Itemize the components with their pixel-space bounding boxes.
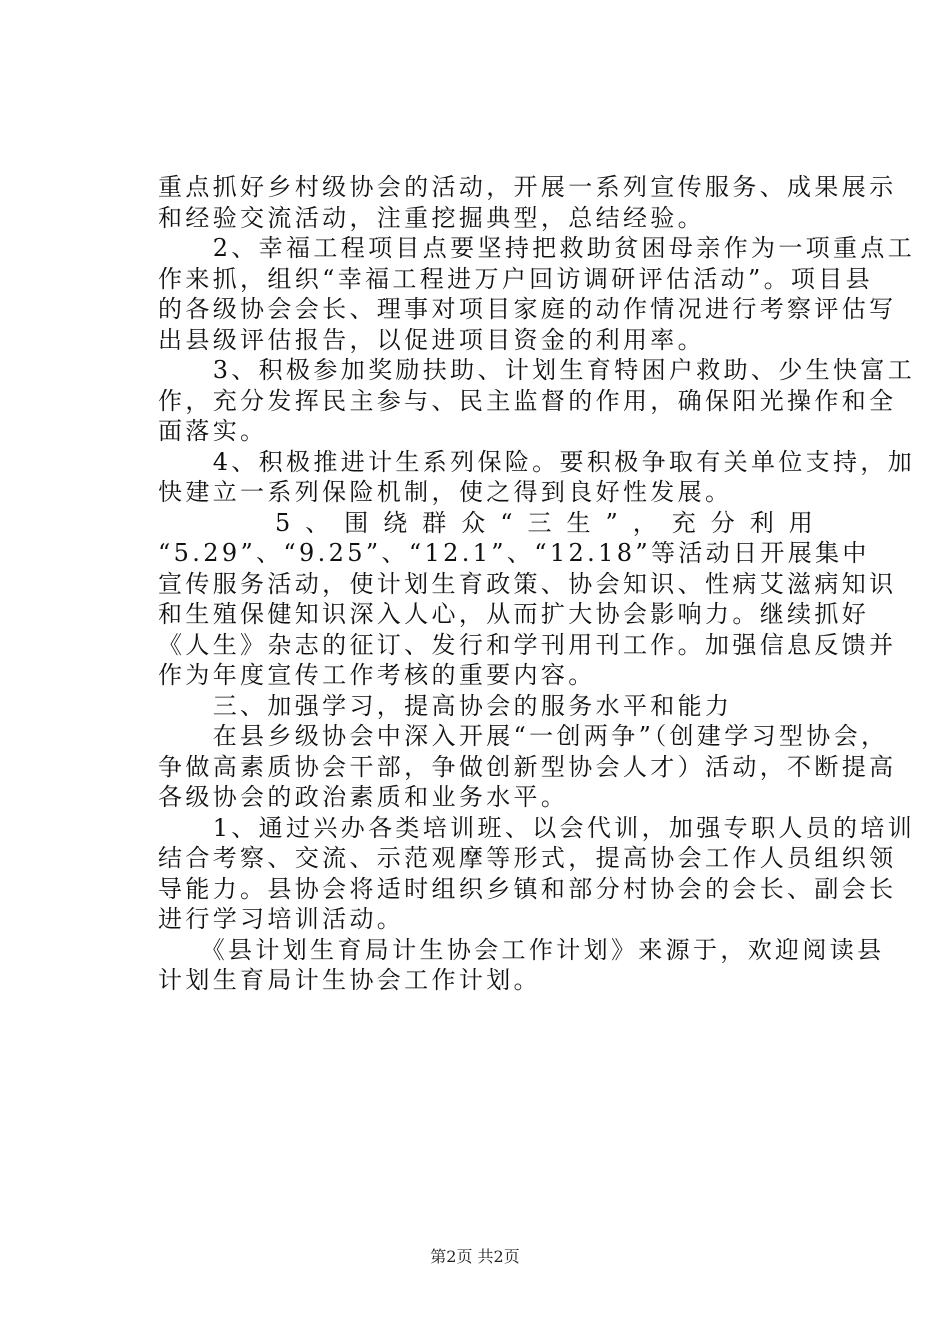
text-line: “5.29”、“9.25”、“12.1”、“12.18”等活动日开展集中 [158, 539, 870, 567]
text-line: 计划生育局计生协会工作计划。 [158, 966, 541, 994]
text-line: 结合考察、交流、示范观摩等形式，提高协会工作人员组织领 [158, 844, 897, 872]
text-line: 进行学习培训活动。 [158, 905, 405, 933]
text-line: 1、通过兴办各类培训班、以会代训，加强专职人员的培训 [158, 813, 916, 842]
text-line: 4、积极推进计生系列保险。要积极争取有关单位支持，加 [158, 447, 916, 476]
text-line: 出县级评估报告，以促进项目资金的利用率。 [158, 325, 705, 354]
section-heading: 三、加强学习，提高协会的服务水平和能力 [158, 691, 733, 720]
text-line: 的各级协会会长、理事对项目家庭的动作情况进行考察评估写 [158, 295, 897, 323]
text-line: 《人生》杂志的征订、发行和学刊用刊工作。加强信息反馈并 [158, 630, 897, 659]
text-line: 《县计划生育局计生协会工作计划》来源于，欢迎阅读县 [158, 935, 885, 964]
text-line: 宣传服务活动，使计划生育政策、协会知识、性病艾滋病知识 [158, 569, 897, 598]
page-number: 第2页 共2页 [430, 1247, 520, 1266]
text-line: 3、积极参加奖励扶助、计划生育特困户救助、少生快富工 [158, 356, 916, 384]
text-line: 在县乡级协会中深入开展“一创两争”（创建学习型协会， [158, 722, 889, 750]
text-line: 各级协会的政治素质和业务水平。 [158, 783, 569, 811]
text-line: 和经验交流活动，注重挖掘典型，总结经验。 [158, 203, 705, 232]
text-line: 作，充分发挥民主参与、民主监督的作用，确保阳光操作和全 [158, 386, 897, 415]
text-line: 作为年度宣传工作考核的重要内容。 [158, 661, 596, 689]
text-line: 争做高素质协会干部，争做创新型协会人才）活动，不断提高 [158, 752, 897, 781]
text-line: 导能力。县协会将适时组织乡镇和部分村协会的会长、副会长 [158, 874, 897, 903]
text-line: 5、围绕群众“三生”，充分利用 [158, 508, 828, 537]
document-body [158, 172, 916, 996]
text-line: 作来抓，组织“幸福工程进万户回访调研评估活动”。项目县 [158, 264, 873, 293]
text-line: 快建立一系列保险机制，使之得到良好性发展。 [158, 478, 733, 506]
text-line: 和生殖保健知识深入人心，从而扩大协会影响力。继续抓好 [158, 600, 870, 628]
text-line: 重点抓好乡村级协会的活动，开展一系列宣传服务、成果展示 [158, 173, 897, 201]
text-line: 面落实。 [158, 417, 268, 445]
text-line: 2、幸福工程项目点要坚持把救助贫困母亲作为一项重点工 [158, 234, 916, 262]
